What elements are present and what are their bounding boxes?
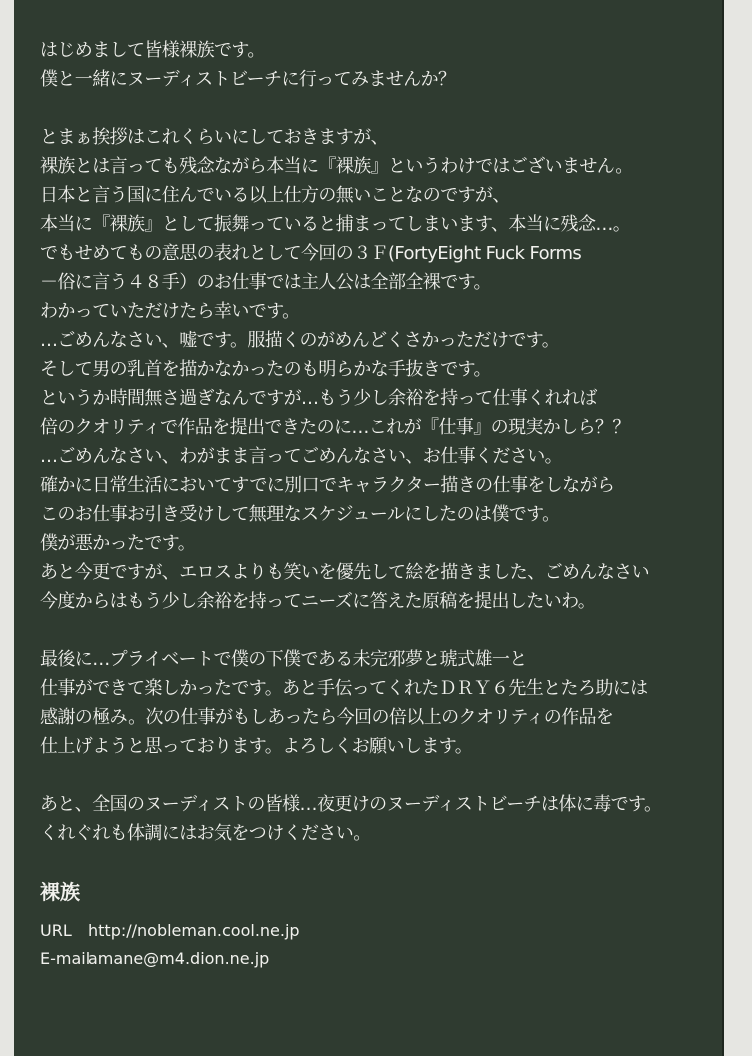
text-line: 僕が悪かったです。 [40, 533, 196, 554]
text-line: 日本と言う国に住んでいる以上仕方の無いことなのですが、 [40, 185, 510, 206]
afterword-text [40, 40, 661, 852]
text-line: とまぁ挨拶はこれくらいにしておきますが、 [40, 127, 388, 148]
paragraph-gap [40, 620, 661, 649]
text-line: 仕事ができて楽しかったです。あと手伝ってくれたＤＲＹ６先生とたろ助には [40, 678, 648, 699]
text-line: 感謝の極み。次の仕事がもしあったら今回の倍以上のクオリティの作品を [40, 707, 614, 728]
email-label: E-mail [40, 949, 91, 968]
text-line: あと今更ですが、エロスよりも笑いを優先して絵を描きました、ごめんなさい [40, 562, 649, 583]
text-line: そして男の乳首を描かなかったのも明らかな手抜きです。 [40, 359, 491, 380]
text-line: このお仕事お引き受けして無理なスケジュールにしたのは僕です。 [40, 504, 560, 525]
text-line: でもせめてもの意思の表れとして今回の３Ｆ(FortyEight Fuck Forms [40, 243, 582, 264]
text-line: …ごめんなさい、嘘です。服描くのがめんどくさかっただけです。 [40, 330, 560, 351]
text-line: 今度からはもう少し余裕を持ってニーズに答えた原稿を提出したいわ。 [40, 591, 596, 612]
email-line [40, 950, 269, 968]
text-line: －俗に言う４８手）のお仕事では主人公は全部全裸です。 [40, 272, 491, 293]
text-line: わかっていただけたら幸いです。 [40, 301, 300, 322]
text-line: というか時間無さ過ぎなんですが…もう少し余裕を持って仕事くれれば [40, 388, 597, 409]
email-link[interactable]: amane@m4.dion.ne.jp [88, 949, 270, 968]
text-line: 最後に…プライベートで僕の下僕である未完邪夢と琥式雄一と [40, 649, 527, 670]
author-signature: 裸族 [40, 880, 80, 904]
text-line: あと、全国のヌーディストの皆様…夜更けのヌーディストビーチは体に毒です。 [40, 794, 662, 815]
text-line: …ごめんなさい、わがまま言ってごめんなさい、お仕事ください。 [40, 446, 562, 467]
text-line: 僕と一緒にヌーディストビーチに行ってみませんか？ [40, 69, 456, 90]
url-label: URL [40, 921, 72, 940]
paragraph-gap [40, 765, 661, 794]
text-line: 倍のクオリティで作品を提出できたのに…これが『仕事』の現実かしら？？ [40, 417, 630, 438]
note-panel [14, 0, 724, 1056]
text-line: 仕上げようと思っております。よろしくお願いします。 [40, 736, 473, 757]
text-line: くれぐれも体調にはお気をつけください。 [40, 823, 371, 844]
url-line [40, 922, 300, 940]
text-line: はじめまして皆様裸族です。 [40, 40, 265, 61]
text-line: 裸族とは言っても残念ながら本当に『裸族』というわけではございません。 [40, 156, 633, 177]
url-link[interactable]: http://nobleman.cool.ne.jp [88, 921, 300, 940]
paragraph-gap [40, 98, 661, 127]
text-line: 本当に『裸族』として振舞っていると捕まってしまいます、本当に残念…。 [40, 214, 631, 235]
text-line: 確かに日常生活においてすでに別口でキャラクター描きの仕事をしながら [40, 475, 615, 496]
